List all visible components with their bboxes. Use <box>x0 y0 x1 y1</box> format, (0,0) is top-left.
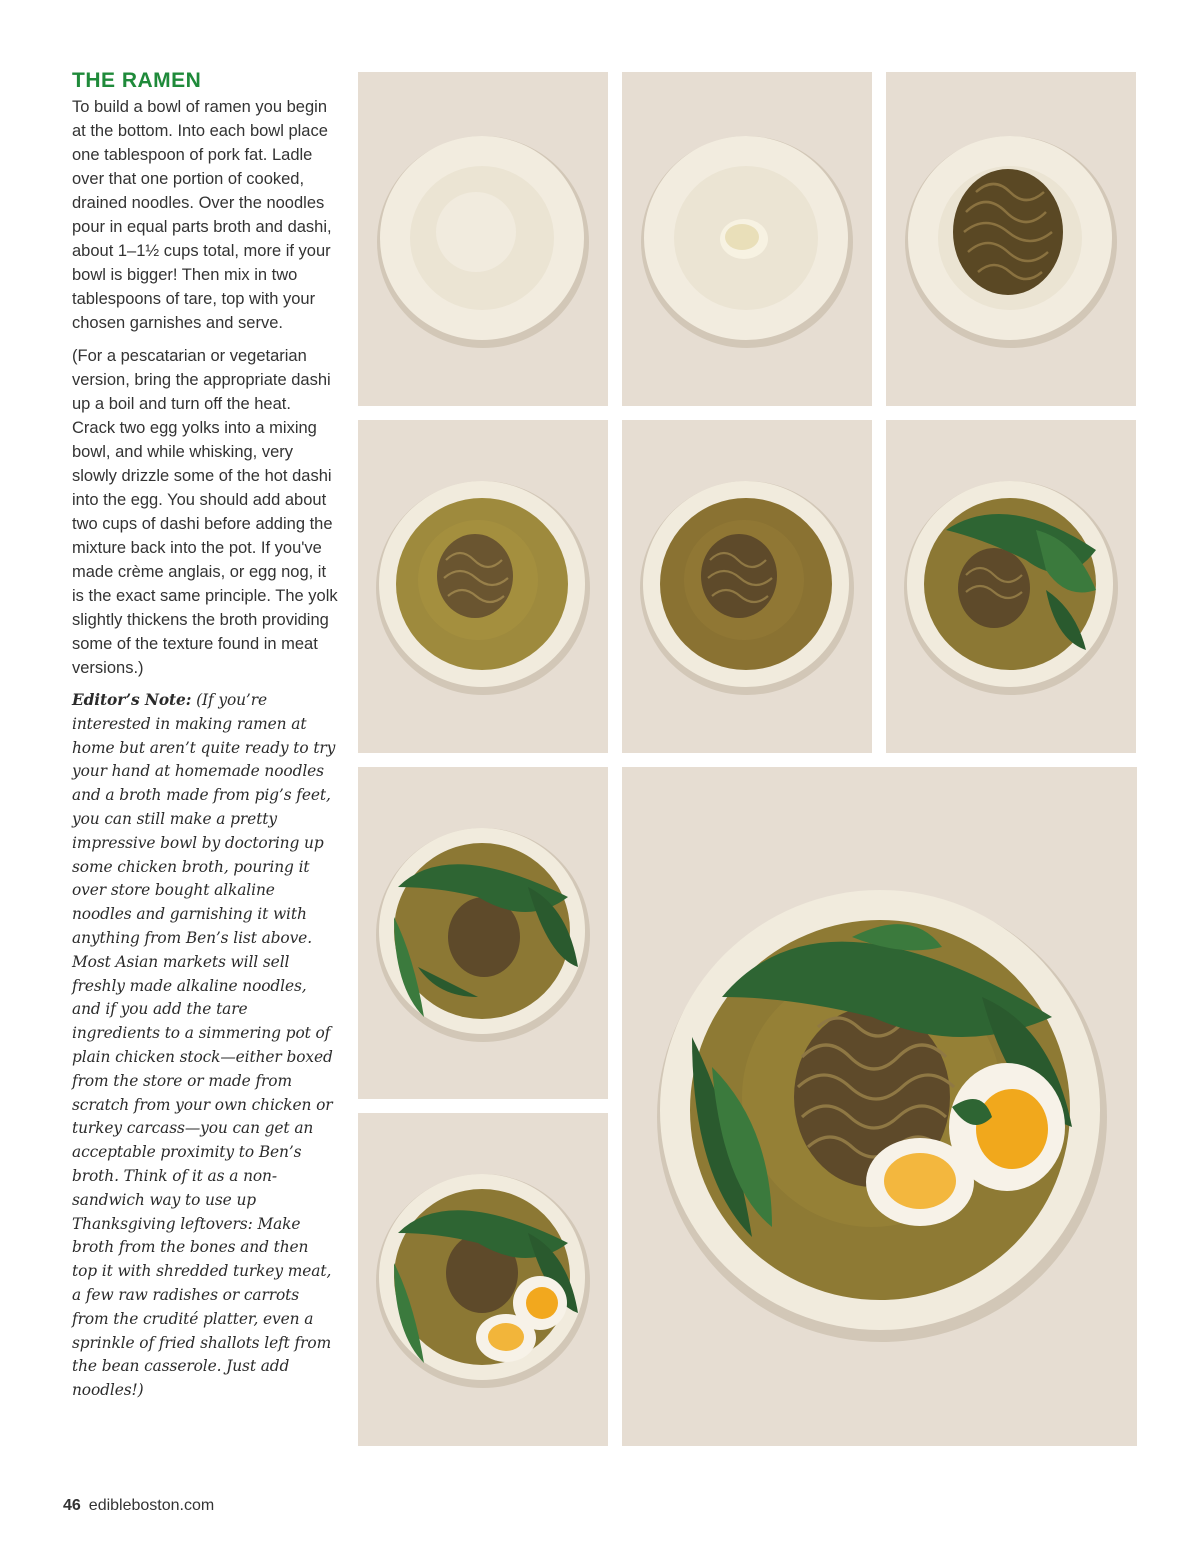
photo-bowl-noodles <box>886 72 1136 406</box>
page-footer <box>63 1497 214 1515</box>
instructions-paragraph: To build a bowl of ramen you begin at the bottom. Into each bowl place one tablespoon of pork fat. Ladle over that one portion of cooked, drained noodles. Over the noodles pour in equal parts broth and dashi, about 1–1½ cups total, more if your bowl is bigger! Then mix in two tablespoons of tare, top with your chosen garnishes and serve. <box>72 98 332 332</box>
editors-note-label: Editor’s Note: <box>72 691 192 709</box>
photo-bowl-pork-fat <box>622 72 872 406</box>
photo-bowl-tare <box>622 420 872 753</box>
editors-note-text: (If you’re interested in making ramen at home but aren’t quite ready to try your hand at homemade noodles and a broth made from pig’s feet, you can still make a pretty impressive bowl by doctoring up some chicken broth, pouring it over store bought alkaline noodles and garnishing it with anything from Ben’s list above. Most Asian markets will sell freshly made alkaline noodles, and if you add the tare ingredients to a simmering pot of plain chicken stock—either boxed from the store or made from scratch from your own chicken or turkey carcass—you can get an acceptable proximity to Ben’s broth. Think of it as a non-sandwich way to use up Thanksgiving leftovers: Make broth from the bones and then top it with shredded turkey meat, a few raw radishes or carrots from the crudité platter, even a sprinkle of fried shallots left from the bean casserole. Just add noodles!) <box>72 691 336 1400</box>
vegetarian-paragraph: (For a pescatarian or vegetarian version, bring the appropriate dashi up a boil and turn off the heat. Crack two egg yolks into a mixing bowl, and while whisking, very slowly drizzle some of the hot dashi into the egg. You should add about two cups of dashi before adding the mixture back into the pot. If you've made crème anglais, or egg nog, it is the exact same principle. The yolk slightly thickens the broth providing some of the texture found in meat versions.) <box>72 347 338 677</box>
editors-note <box>72 689 338 1403</box>
photo-bowl-egg <box>358 1113 608 1446</box>
article-column <box>72 68 338 1403</box>
photo-bowl-greens <box>886 420 1136 753</box>
photo-bowl-more-greens <box>358 767 608 1099</box>
photo-bowl-final <box>622 767 1137 1446</box>
site-url: edibleboston.com <box>88 1497 215 1514</box>
page-number: 46 <box>63 1497 81 1514</box>
section-heading: THE RAMEN <box>72 69 202 92</box>
photo-empty-bowl <box>358 72 608 406</box>
photo-bowl-broth <box>358 420 608 753</box>
